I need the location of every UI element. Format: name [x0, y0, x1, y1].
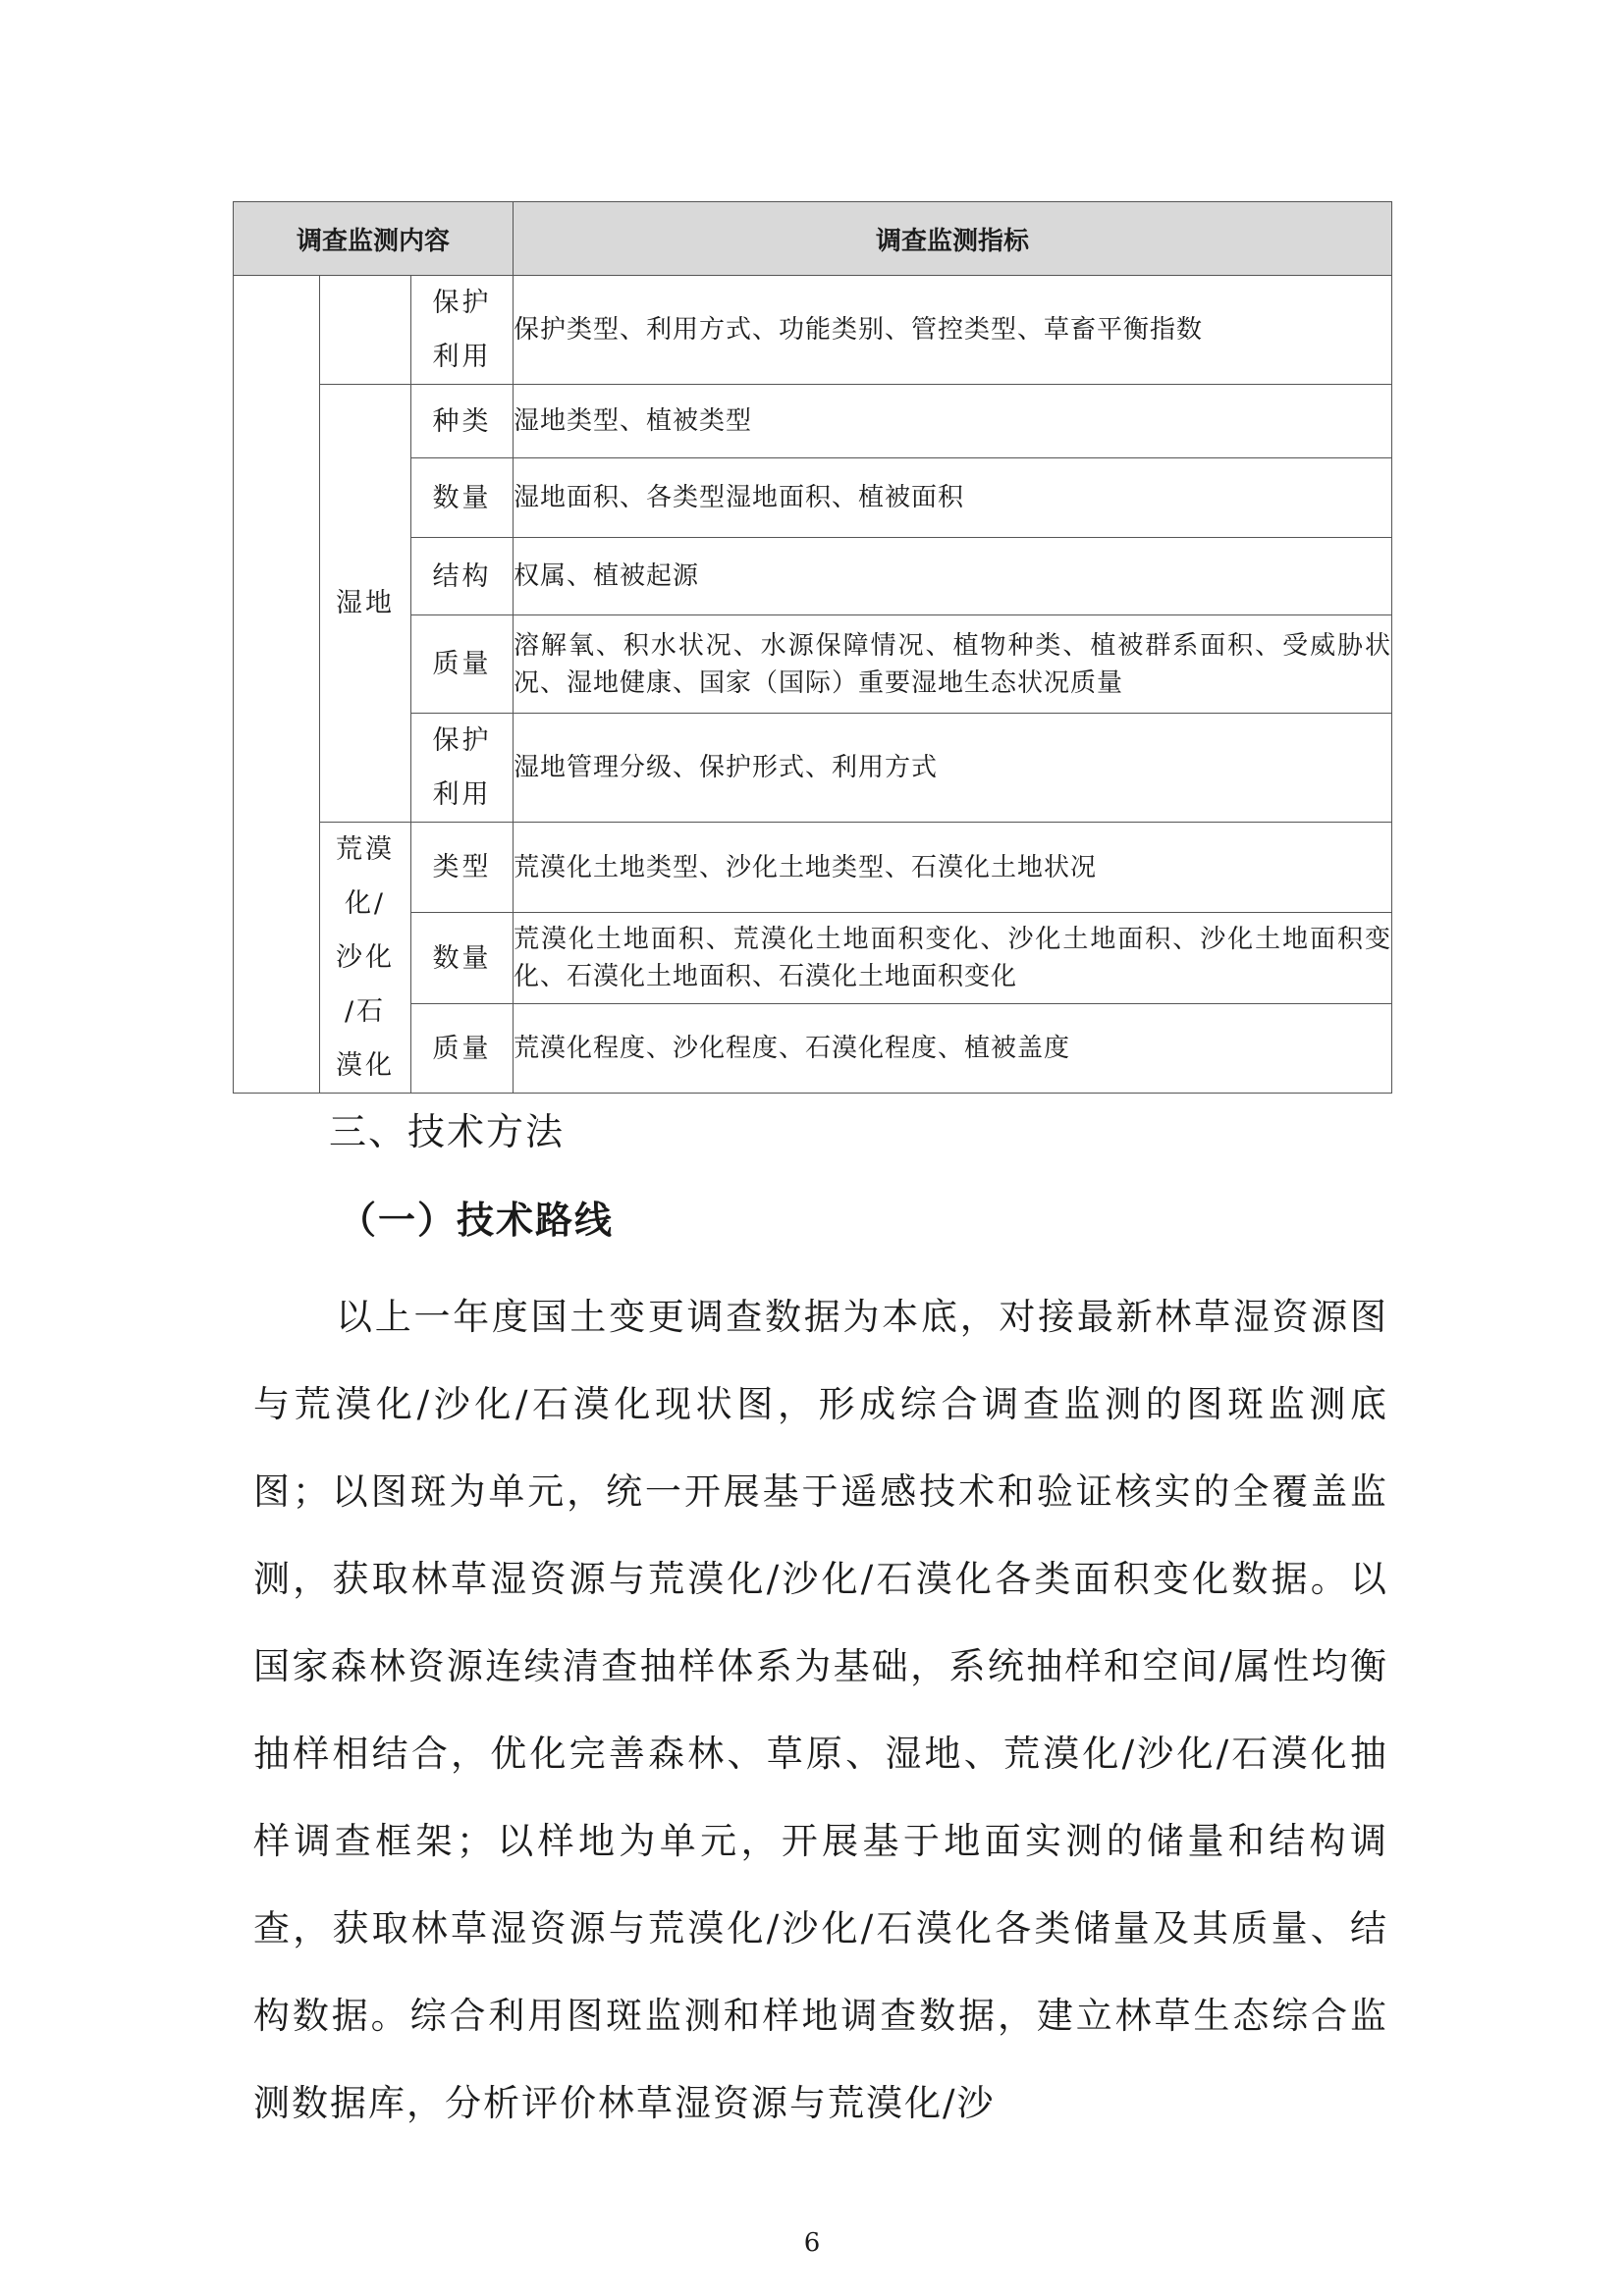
indicator-cell: 湿地管理分级、保护形式、利用方式	[514, 714, 1392, 823]
subitem-cell: 保护 利用	[411, 714, 514, 823]
page-number: 6	[803, 2228, 821, 2258]
subitem-cell: 保护 利用	[411, 276, 514, 385]
outer-category-cell	[234, 276, 320, 1094]
category-cell-continued	[320, 276, 411, 385]
section-heading: 三、技术方法	[329, 1110, 566, 1153]
category-cell-desertification: 荒漠 化/ 沙化 /石 漠化	[320, 823, 411, 1094]
header-content: 调查监测内容	[234, 202, 514, 276]
subitem-cell: 数量	[411, 913, 514, 1004]
table-row	[234, 276, 1392, 385]
indicator-cell: 权属、植被起源	[514, 538, 1392, 615]
table-row	[234, 385, 1392, 458]
table-row	[234, 823, 1392, 913]
indicator-cell: 荒漠化程度、沙化程度、石漠化程度、植被盖度	[514, 1004, 1392, 1094]
subitem-cell: 数量	[411, 458, 514, 538]
indicator-cell: 溶解氧、积水状况、水源保障情况、植物种类、植被群系面积、受威胁状况、湿地健康、国家（国际）重要湿地生态状况质量	[514, 615, 1392, 714]
indicator-cell: 保护类型、利用方式、功能类别、管控类型、草畜平衡指数	[514, 276, 1392, 385]
body-paragraph: 以上一年度国土变更调查数据为本底，对接最新林草湿资源图与荒漠化/沙化/石漠化现状图，形成综合调查监测的图斑监测底图；以图斑为单元，统一开展基于遥感技术和验证核实的全覆盖监测，获取林草湿资源与荒漠化/沙化/石漠化各类面积变化数据。以国家森林资源连续清查抽样体系为基础，系统抽样和空间/属性均衡抽样相结合，优化完善森林、草原、湿地、荒漠化/沙化/石漠化抽样调查框架；以样地为单元，开展基于地面实测的储量和结构调查，获取林草湿资源与荒漠化/沙化/石漠化各类储量及其质量、结构数据。综合利用图斑监测和样地调查数据，建立林草生态综合监测数据库，分析评价林草湿资源与荒漠化/沙	[253, 1296, 1388, 2124]
indicator-cell: 荒漠化土地类型、沙化土地类型、石漠化土地状况	[514, 823, 1392, 913]
subitem-cell: 类型	[411, 823, 514, 913]
subitem-cell: 质量	[411, 615, 514, 714]
header-indicators: 调查监测指标	[514, 202, 1392, 276]
table-header-row	[234, 202, 1392, 276]
subitem-cell: 质量	[411, 1004, 514, 1094]
category-cell-wetland: 湿地	[320, 385, 411, 823]
indicator-cell: 湿地面积、各类型湿地面积、植被面积	[514, 458, 1392, 538]
monitoring-table	[233, 201, 1392, 1094]
subitem-cell: 种类	[411, 385, 514, 458]
subsection-heading: （一）技术路线	[339, 1199, 615, 1242]
subitem-cell: 结构	[411, 538, 514, 615]
indicator-cell: 荒漠化土地面积、荒漠化土地面积变化、沙化土地面积、沙化土地面积变化、石漠化土地面积、石漠化土地面积变化	[514, 913, 1392, 1004]
indicator-cell: 湿地类型、植被类型	[514, 385, 1392, 458]
